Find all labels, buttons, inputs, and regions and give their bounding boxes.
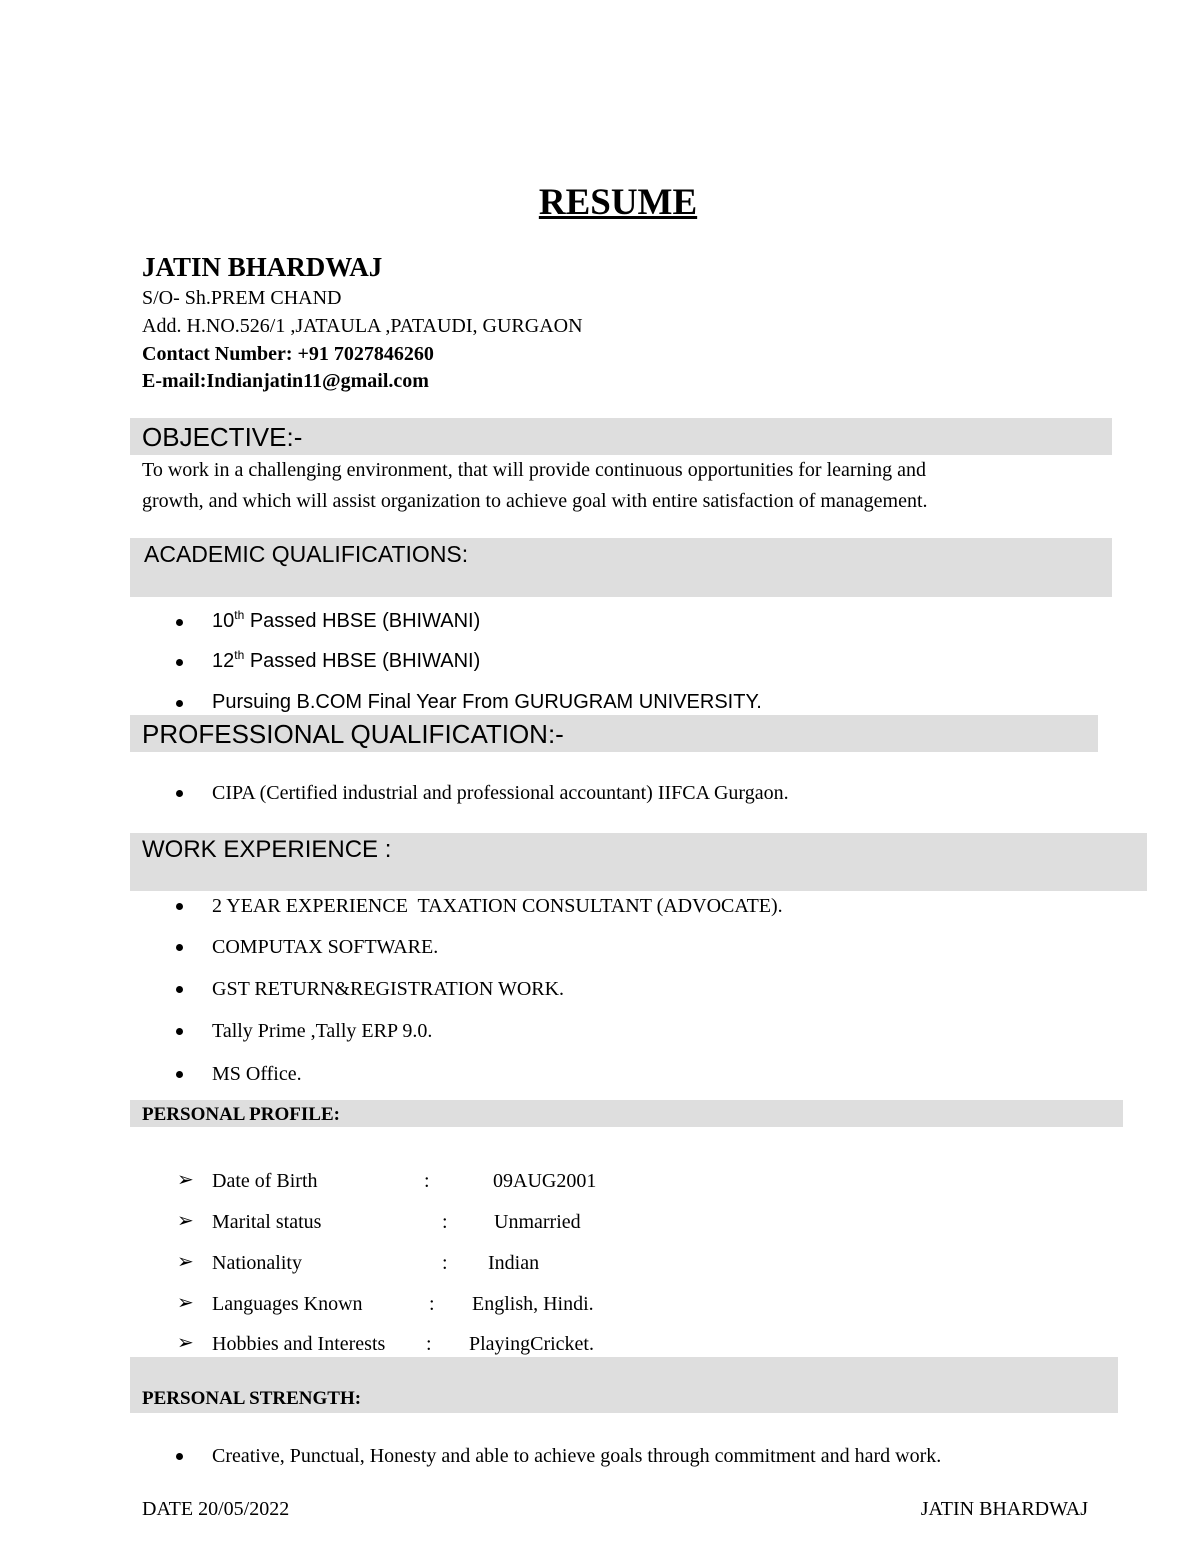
bullet-icon [176, 903, 183, 910]
profile-colon: : [442, 1211, 448, 1233]
bullet-icon [176, 659, 183, 666]
candidate-name: JATIN BHARDWAJ [142, 252, 383, 282]
item-text: Passed HBSE (BHIWANI) [244, 650, 481, 672]
list-item: Creative, Punctual, Honesty and able to achieve goals through commitment and hard work. [212, 1445, 942, 1467]
profile-label: Hobbies and Interests [212, 1333, 386, 1355]
item-text: Passed HBSE (BHIWANI) [244, 610, 481, 632]
profile-label: Nationality [212, 1252, 302, 1274]
ordinal-suffix: th [234, 648, 245, 662]
list-item [212, 692, 762, 712]
bullet-icon [176, 944, 183, 951]
list-item: CIPA (Certified industrial and professional accountant) IIFCA Gurgaon. [212, 782, 789, 804]
list-item: MS Office. [212, 1063, 302, 1085]
profile-value: Indian [488, 1252, 540, 1274]
address: Add. H.NO.526/1 ,JATAULA ,PATAUDI, GURGAON [142, 315, 583, 337]
arrow-bullet-icon: ➢ [177, 1292, 194, 1314]
arrow-bullet-icon: ➢ [177, 1251, 194, 1273]
bullet-icon [176, 1071, 183, 1078]
parent-name: S/O- Sh.PREM CHAND [142, 287, 342, 309]
bullet-icon [176, 1453, 183, 1460]
item-text: Pursuing B.COM Final Year From GURUGRAM UNIVERSITY. [212, 691, 762, 713]
item-text: 12 [212, 650, 235, 672]
profile-colon: : [442, 1252, 448, 1274]
list-item: 2 YEAR EXPERIENCE TAXATION CONSULTANT (ADVOCATE). [212, 895, 783, 917]
objective-text-line1: To work in a challenging environment, that will provide continuous opportunities for learning and [142, 459, 926, 481]
email: E-mail:Indianjatin11@gmail.com [142, 370, 429, 392]
work-heading: WORK EXPERIENCE : [142, 836, 392, 863]
footer-signature: JATIN BHARDWAJ [920, 1498, 1088, 1520]
profile-label: Marital status [212, 1211, 322, 1233]
objective-heading: OBJECTIVE:- [142, 422, 303, 452]
list-item [212, 648, 481, 672]
bullet-icon [176, 700, 183, 707]
profile-colon: : [429, 1293, 435, 1315]
profile-value: English, Hindi. [472, 1293, 594, 1315]
list-item: COMPUTAX SOFTWARE. [212, 936, 439, 958]
list-item [212, 608, 481, 632]
profile-value: PlayingCricket. [469, 1333, 594, 1355]
profile-colon: : [426, 1333, 432, 1355]
list-item: GST RETURN&REGISTRATION WORK. [212, 978, 565, 1000]
footer-date: DATE 20/05/2022 [142, 1498, 290, 1520]
contact-number: Contact Number: +91 7027846260 [142, 343, 434, 365]
professional-heading: PROFESSIONAL QUALIFICATION:- [142, 719, 564, 749]
academic-heading: ACADEMIC QUALIFICATIONS: [144, 541, 469, 567]
profile-label: Languages Known [212, 1293, 363, 1315]
ordinal-suffix: th [234, 608, 245, 622]
bullet-icon [176, 1028, 183, 1035]
arrow-bullet-icon: ➢ [177, 1332, 194, 1354]
profile-colon: : [424, 1170, 430, 1192]
profile-heading: PERSONAL PROFILE: [142, 1104, 340, 1125]
profile-value: Unmarried [494, 1211, 581, 1233]
arrow-bullet-icon: ➢ [177, 1169, 194, 1191]
item-text: 10 [212, 610, 235, 632]
arrow-bullet-icon: ➢ [177, 1210, 194, 1232]
bullet-icon [176, 986, 183, 993]
resume-title: RESUME [538, 182, 698, 223]
bullet-icon [176, 619, 183, 626]
list-item: Tally Prime ,Tally ERP 9.0. [212, 1020, 433, 1042]
bullet-icon [176, 790, 183, 797]
objective-text-line2: growth, and which will assist organization to achieve goal with entire satisfaction of management. [142, 490, 928, 512]
strength-heading: PERSONAL STRENGTH: [142, 1388, 362, 1409]
profile-label: Date of Birth [212, 1170, 318, 1192]
profile-value: 09AUG2001 [493, 1170, 597, 1192]
